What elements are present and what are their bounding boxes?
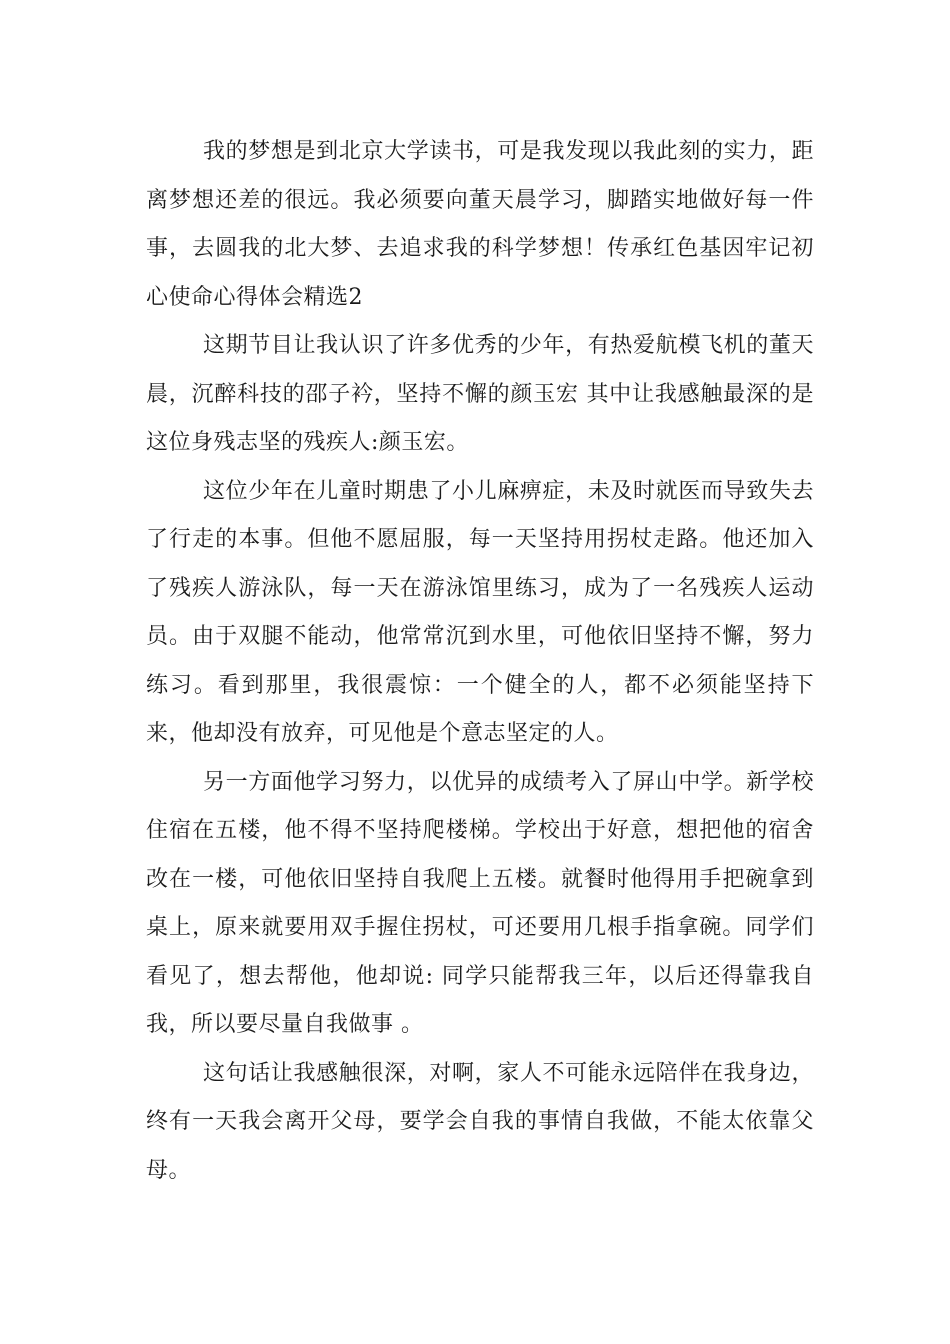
paragraph-4: 另一方面他学习努力，以优异的成绩考入了屏山中学。新学校住宿在五楼，他不得不坚持爬楼梯。学校出于好意，想把他的宿舍改在一楼，可他依旧坚持自我爬上五楼。就餐时他得用手把碗拿到桌上，原来就要用双手握住拐杖，可还要用几根手指拿碗。同学们看见了，想去帮他，他却说: 同学只能帮我三年，以后还得靠我自我，所以要尽量自我做事 。 <box>146 769 814 1037</box>
paragraph-1: 我的梦想是到北京大学读书，可是我发现以我此刻的实力，距离梦想还差的很远。我必须要向董天晨学习，脚踏实地做好每一件事，去圆我的北大梦、去追求我的科学梦想！传承红色基因牢记初心使命心得体会精选2 <box>146 139 814 310</box>
document-body <box>146 128 814 1195</box>
paragraph-3: 这位少年在儿童时期患了小儿麻痹症，未及时就医而导致失去了行走的本事。但他不愿屈服，每一天坚持用拐杖走路。他还加入了残疾人游泳队，每一天在游泳馆里练习，成为了一名残疾人运动员。由于双腿不能动，他常常沉到水里，可他依旧坚持不懈，努力练习。看到那里，我很震惊：一个健全的人，都不必须能坚持下来，他却没有放弃，可见他是个意志坚定的人。 <box>146 478 814 746</box>
paragraph-5: 这句话让我感触很深，对啊，家人不可能永远陪伴在我身边，终有一天我会离开父母，要学会自我的事情自我做，不能太依靠父母。 <box>146 1060 814 1183</box>
paragraph-2: 这期节目让我认识了许多优秀的少年，有热爱航模飞机的董天晨，沉醉科技的邵子衿，坚持不懈的颜玉宏 其中让我感触最深的是这位身残志坚的残疾人:颜玉宏。 <box>146 333 814 455</box>
